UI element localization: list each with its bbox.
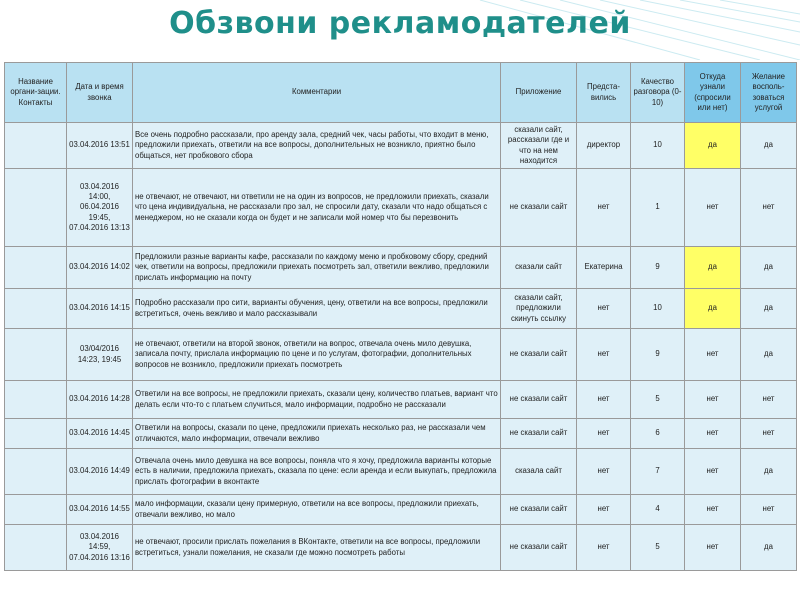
cell-name bbox=[5, 123, 67, 169]
table-row bbox=[5, 419, 797, 449]
cell-app: не сказали сайт bbox=[501, 525, 577, 571]
col-header-wish: Желание восполь-зоваться услугой bbox=[741, 63, 797, 123]
table-row bbox=[5, 123, 797, 169]
table-row bbox=[5, 169, 797, 247]
cell-name bbox=[5, 169, 67, 247]
table-row bbox=[5, 381, 797, 419]
col-header-quality: Качество разговора (0-10) bbox=[631, 63, 685, 123]
cell-app: сказали сайт, рассказали где и что на нем находится bbox=[501, 123, 577, 169]
table-row bbox=[5, 525, 797, 571]
cell-app: сказали сайт, предложили скинуть ссылку bbox=[501, 289, 577, 329]
cell-how: нет bbox=[685, 381, 741, 419]
cell-app: не сказали сайт bbox=[501, 419, 577, 449]
table-row bbox=[5, 329, 797, 381]
cell-quality: 9 bbox=[631, 247, 685, 289]
cell-how: да bbox=[685, 289, 741, 329]
col-header-date: Дата и время звонка bbox=[67, 63, 133, 123]
cell-intro: нет bbox=[577, 525, 631, 571]
cell-comment: Все очень подробно рассказали, про аренду зала, средний чек, часы работы, что входит в меню, предложили приехать, ответили на все вопросы, дополнительных не возникло, приятно было общаться, нет пробкового сбора bbox=[133, 123, 501, 169]
cell-comment: не отвечают, не отвечают, ни ответили не на один из вопросов, не предложили приехать, сказали что цена индивидуальна, не рассказали про зал, не спросили дату, сказали что надо общаться с менеджером, но не сказали когда он будет и не записали мой номер что бы перезвонить bbox=[133, 169, 501, 247]
cell-date: 03.04.2016 14:45 bbox=[67, 419, 133, 449]
page-title: Обзвони рекламодателей bbox=[169, 6, 631, 41]
cell-how: нет bbox=[685, 329, 741, 381]
cell-wish: да bbox=[741, 449, 797, 495]
advertisers-table bbox=[4, 62, 797, 571]
cell-intro: Екатерина bbox=[577, 247, 631, 289]
cell-intro: нет bbox=[577, 329, 631, 381]
cell-wish: нет bbox=[741, 419, 797, 449]
cell-app: не сказали сайт bbox=[501, 381, 577, 419]
cell-date: 03.04.2016 14:15 bbox=[67, 289, 133, 329]
cell-name bbox=[5, 525, 67, 571]
table-row bbox=[5, 247, 797, 289]
cell-intro: нет bbox=[577, 289, 631, 329]
header-row bbox=[5, 63, 797, 123]
cell-date: 03.04.2016 14:59, 07.04.2016 13:16 bbox=[67, 525, 133, 571]
cell-comment: Предложили разные варианты кафе, рассказали по каждому меню и пробковому сбору, средний чек, ответили на вопросы, предложили приехать посмотреть зал, ответили вежливо, предложили прислать информацию на почту bbox=[133, 247, 501, 289]
cell-how: да bbox=[685, 123, 741, 169]
cell-app: сказали сайт bbox=[501, 247, 577, 289]
cell-quality: 1 bbox=[631, 169, 685, 247]
cell-quality: 7 bbox=[631, 449, 685, 495]
cell-intro: нет bbox=[577, 495, 631, 525]
cell-intro: нет bbox=[577, 169, 631, 247]
cell-wish: да bbox=[741, 289, 797, 329]
table-row bbox=[5, 495, 797, 525]
cell-how: нет bbox=[685, 495, 741, 525]
cell-wish: да bbox=[741, 329, 797, 381]
cell-app: не сказали сайт bbox=[501, 495, 577, 525]
table-row bbox=[5, 449, 797, 495]
cell-name bbox=[5, 495, 67, 525]
cell-wish: да bbox=[741, 525, 797, 571]
cell-comment: не отвечают, просили прислать пожелания в ВКонтакте, ответили на все вопросы, предложили встретиться, узнали пожелания, не сказали где можно посмотреть работы bbox=[133, 525, 501, 571]
cell-comment: Подробно рассказали про сити, варианты обучения, цену, ответили на все вопросы, предложили встретиться, очень вежливо и мало рассказывали bbox=[133, 289, 501, 329]
cell-date: 03/04/2016 14:23, 19:45 bbox=[67, 329, 133, 381]
cell-app: не сказали сайт bbox=[501, 329, 577, 381]
cell-comment: мало информации, сказали цену примерную, ответили на все вопросы, предложили приехать, отвечали вежливо, но мало bbox=[133, 495, 501, 525]
cell-comment: Ответили на все вопросы, не предложили приехать, сказали цену, количество платьев, вариант что делать если что-то с платьем случиться, мало информации, подробно не рассказали bbox=[133, 381, 501, 419]
cell-date: 03.04.2016 14:02 bbox=[67, 247, 133, 289]
cell-name bbox=[5, 289, 67, 329]
cell-wish: нет bbox=[741, 169, 797, 247]
cell-how: нет bbox=[685, 169, 741, 247]
col-header-name: Название органи-зации. Контакты bbox=[5, 63, 67, 123]
cell-wish: нет bbox=[741, 495, 797, 525]
cell-name bbox=[5, 329, 67, 381]
cell-date: 03.04.2016 14:55 bbox=[67, 495, 133, 525]
cell-name bbox=[5, 381, 67, 419]
col-header-comments: Комментарии bbox=[133, 63, 501, 123]
cell-comment: Отвечала очень мило девушка на все вопросы, поняла что я хочу, предложила варианты которые есть в наличии, предложила приехать, сказала по цене: если аренда и если выкупать, предложила прислать фотографии в вконтакте bbox=[133, 449, 501, 495]
col-header-intro: Предста-вились bbox=[577, 63, 631, 123]
cell-name bbox=[5, 247, 67, 289]
cell-how: нет bbox=[685, 449, 741, 495]
cell-date: 03.04.2016 14:00, 06.04.2016 19:45, 07.04.2016 13:13 bbox=[67, 169, 133, 247]
cell-comment: Ответили на вопросы, сказали по цене, предложили приехать несколько раз, не рассказали чем отличаются, мало информации, отвечали вежливо bbox=[133, 419, 501, 449]
cell-app: сказала сайт bbox=[501, 449, 577, 495]
cell-quality: 10 bbox=[631, 289, 685, 329]
cell-intro: директор bbox=[577, 123, 631, 169]
cell-quality: 5 bbox=[631, 525, 685, 571]
cell-quality: 5 bbox=[631, 381, 685, 419]
cell-how: нет bbox=[685, 525, 741, 571]
cell-date: 03.04.2016 14:49 bbox=[67, 449, 133, 495]
col-header-how: Откуда узнали (спросили или нет) bbox=[685, 63, 741, 123]
cell-intro: нет bbox=[577, 381, 631, 419]
cell-how: нет bbox=[685, 419, 741, 449]
cell-app: не сказали сайт bbox=[501, 169, 577, 247]
table-row bbox=[5, 289, 797, 329]
cell-date: 03.04.2016 13:51 bbox=[67, 123, 133, 169]
cell-wish: да bbox=[741, 247, 797, 289]
cell-how: да bbox=[685, 247, 741, 289]
cell-quality: 10 bbox=[631, 123, 685, 169]
cell-intro: нет bbox=[577, 449, 631, 495]
cell-name bbox=[5, 449, 67, 495]
cell-quality: 9 bbox=[631, 329, 685, 381]
cell-wish: да bbox=[741, 123, 797, 169]
cell-comment: не отвечают, ответили на второй звонок, ответили на вопрос, отвечала очень мило девушка, записала почту, прислала информацию по цене и по услугам, фотографии, дополнительных вопросов не возникло, предложили приехать посмотреть bbox=[133, 329, 501, 381]
cell-intro: нет bbox=[577, 419, 631, 449]
cell-quality: 6 bbox=[631, 419, 685, 449]
cell-date: 03.04.2016 14:28 bbox=[67, 381, 133, 419]
cell-quality: 4 bbox=[631, 495, 685, 525]
col-header-app: Приложение bbox=[501, 63, 577, 123]
cell-name bbox=[5, 419, 67, 449]
cell-wish: нет bbox=[741, 381, 797, 419]
